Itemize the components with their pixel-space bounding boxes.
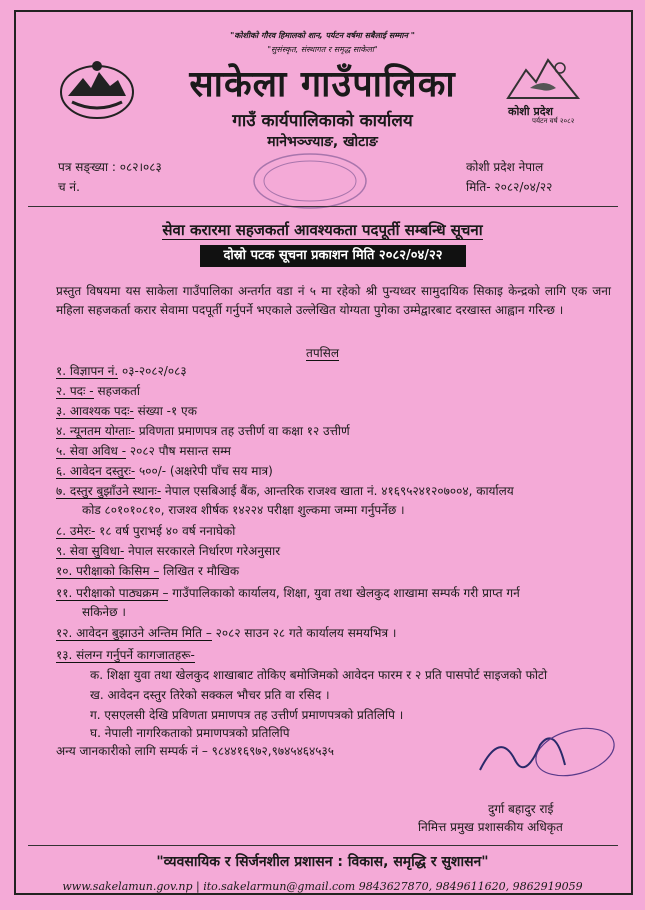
detail-label: ३. आवश्यक पदः- <box>56 404 134 418</box>
detail-value: संख्या -१ एक <box>133 404 197 418</box>
detail-item <box>56 442 618 461</box>
detail-value: २०८२ पौष मसान्त सम्म <box>126 444 231 458</box>
footer-divider <box>28 845 618 846</box>
detail-value-continued: सकिनेछ । <box>82 605 126 619</box>
detail-label: १२. आवेदन बुझाउने अन्तिम मिति – <box>56 626 212 640</box>
detail-item <box>56 562 618 581</box>
detail-item <box>56 422 618 441</box>
detail-item <box>56 584 618 622</box>
document-item: ख. आवेदन दस्तुर तिरेको सक्कल भौचर प्रति वा रसिद । <box>90 688 330 702</box>
document-item: घ. नेपाली नागरिकताको प्रमाणपत्रको प्रतिलिपि <box>90 726 290 740</box>
details-heading-text: तपसिल <box>305 346 339 360</box>
detail-value: ५००/- (अक्षरेपी पाँच सय मात्र) <box>135 464 273 478</box>
footer-contacts: www.sakelamun.gov.np | ito.sakelarmun@gmail.com 9843627870, 9849611620, 9862919059 <box>62 880 583 893</box>
detail-label: ४. न्यूनतम योग्ताः- <box>56 424 136 438</box>
detail-value-continued: कोड ८०१०१०८१०, राजश्व शीर्षक १४२२४ परीक्षा शुल्कमा जम्मा गर्नुपर्नेछ । <box>82 503 405 517</box>
document-item: ग. एसएलसी देखि प्रविणता प्रमाणपत्र तह उत्तीर्ण प्रमाणपत्रको प्रतिलिपि । <box>90 708 404 722</box>
detail-label: १३. संलग्न गर्नुपर्ने कागजातहरू- <box>56 648 195 662</box>
signatory-name: दुर्गा बहादुर राई <box>488 802 554 816</box>
document-item: क. शिक्षा युवा तथा खेलकुद शाखाबाट तोकिए बमोजिमको आवेदन फारम र २ प्रति पासपोर्ट साइजको फोटो <box>90 668 548 682</box>
detail-value: ०३-२०८२/०८३ <box>118 364 187 378</box>
detail-item <box>56 646 618 665</box>
letter-date: मिति- २०८२/०४/२२ <box>466 180 553 194</box>
detail-value: नेपाल एसबिआई बैंक, आन्तरिक राजश्व खाता नं. ४१६९५२४१२०७००४, कार्यालय <box>161 484 514 498</box>
province-logo-label: कोशी प्रदेश <box>508 105 554 118</box>
signatory-role: निमित्त प्रमुख प्रशासकीय अधिकृत <box>418 820 563 834</box>
office-stamp-icon <box>250 150 370 212</box>
detail-value: नेपाल सरकारले निर्धारण गरेअनुसार <box>124 544 281 558</box>
motto-line-1: "कोशीको गौरव हिमालको शान, पर्यटन वर्षमा सबैलाई सम्मान " <box>230 31 415 40</box>
notice-title <box>0 220 645 240</box>
municipality-title: साकेला गाउँपालिका <box>189 64 456 105</box>
detail-label: १०. परीक्षाको किसिम – <box>56 564 160 578</box>
detail-value: गाउँपालिकाको कार्यालय, शिक्षा, युवा तथा खेलकुद शाखामा सम्पर्क गरी प्राप्त गर्न <box>168 586 520 600</box>
detail-value: प्रविणता प्रमाणपत्र तह उत्तीर्ण वा कक्षा १२ उत्तीर्ण <box>135 424 350 438</box>
detail-item <box>56 362 618 381</box>
province-logo-sub: पर्यटन वर्ष २०८२ <box>532 117 575 125</box>
detail-item <box>56 542 618 561</box>
detail-item <box>56 482 618 520</box>
detail-value: १८ वर्ष पुराभई ४० वर्ष ननाघेको <box>95 524 236 538</box>
detail-label: ५. सेवा अविध - <box>56 444 127 458</box>
detail-item <box>56 522 618 541</box>
office-address: मानेभञ्ज्याङ, खोटाङ <box>267 134 378 150</box>
detail-label: ८. उमेरः- <box>56 524 96 538</box>
detail-label: ६. आवेदन दस्तुरः- <box>56 464 136 478</box>
detail-value: लिखित र मौखिक <box>159 564 240 578</box>
detail-item <box>56 462 618 481</box>
dispatch-number: च नं. <box>58 180 80 194</box>
province-name: कोशी प्रदेश नेपाल <box>466 160 544 174</box>
notice-title-text: सेवा करारमा सहजकर्ता आवश्यकता पदपूर्ती सम्बन्धि सूचना <box>162 221 483 239</box>
contact-number: अन्य जानकारीको लागि सम्पर्क नं – ९८४४१६९७२,९७४५४६४५३५ <box>56 744 335 758</box>
detail-label: १. विज्ञापन नं. <box>56 364 119 378</box>
header-divider <box>28 206 618 207</box>
detail-item <box>56 402 618 421</box>
detail-item <box>56 624 618 643</box>
publication-banner: दोस्रो पटक सूचना प्रकाशन मिति २०८२/०४/२२ <box>200 245 466 267</box>
detail-label: ११. परीक्षाको पाठ्यक्रम – <box>56 586 169 600</box>
notice-intro: प्रस्तुत विषयमा यस साकेला गाउँपालिका अन्तर्गत वडा नं ५ मा रहेको श्री पुन्यध्वर सामुदायिक सिकाइ केन्द्रको लागि एक जना महिला सहजकर्ता करार सेवामा पदपूर्ती गर्नुपर्ने भएकाले उल्लेखित योग्यता पुगेका उम्मेद्वारबाट दरखास्त आह्वान गरिन्छ । <box>56 284 611 317</box>
detail-value: सहजकर्ता <box>93 384 141 398</box>
detail-label: ७. दस्तुर बुझाँउने स्थानः- <box>56 484 162 498</box>
reference-number: पत्र सङ्ख्या : ०८२।०८३ <box>58 160 162 174</box>
detail-label: ९. सेवा सुविधा- <box>56 544 125 558</box>
detail-label: २. पदः - <box>56 384 94 398</box>
motto-line-2: "सुसंस्कृत, संस्थागत र समृद्ध साकेला" <box>267 45 378 54</box>
office-subtitle: गाउँ कार्यपालिकाको कार्यालय <box>232 111 413 131</box>
details-heading <box>0 344 645 361</box>
footer-slogan: "व्यवसायिक र सिर्जनशील प्रशासन : विकास, समृद्धि र सुशासन" <box>156 854 489 870</box>
detail-item <box>56 382 618 401</box>
detail-value: २०८२ साउन २८ गते कार्यालय समयभित्र । <box>211 626 397 640</box>
signature-stamp-icon <box>470 720 620 790</box>
